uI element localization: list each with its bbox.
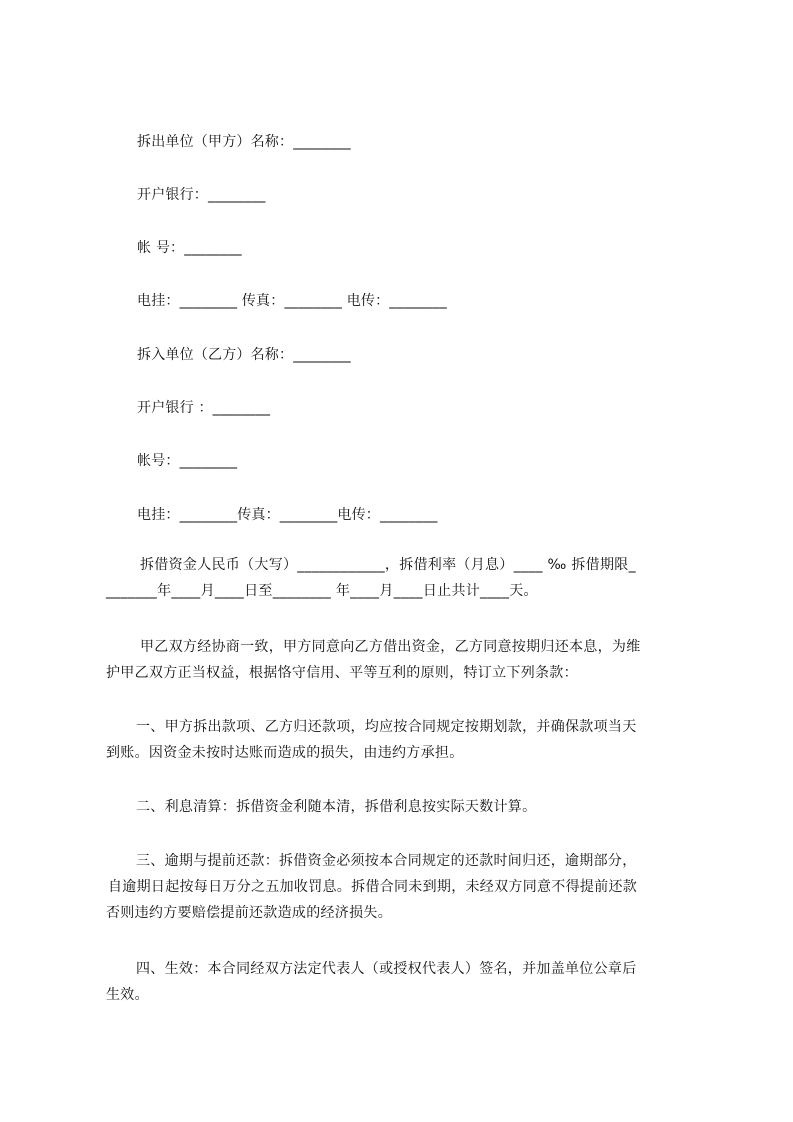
party-b-bank-line: 开户银行 ：________ <box>137 400 271 416</box>
clause-1-line-2: 到账。因资金未按时达账而造成的损失，由违约方承担。 <box>106 745 464 761</box>
party-a-contact-line: 电挂：________ 传真：________ 电传：________ <box>137 293 447 309</box>
preamble-line-1: 甲乙双方经协商一致，甲方同意向乙方借出资金，乙方同意按期归还本息，为维 <box>140 639 641 655</box>
clause-2 <box>106 794 536 820</box>
clause-3-line-2: 自逾期日起按每日万分之五加收罚息。拆借合同未到期，未经双方同意不得提前还款 <box>108 879 638 895</box>
clause-4 <box>106 956 637 1008</box>
preamble-line-2: 护甲乙双方正当权益，根据恪守信用、平等互利的原则，特订立下列条款： <box>106 665 578 681</box>
clause-3-line-1: 三、逾期与提前还款：拆借资金必须按本合同规定的还款时间归还，逾期部分， <box>136 853 637 869</box>
party-a-bank-line: 开户银行：________ <box>137 187 266 203</box>
party-b-name-line: 拆入单位（乙方）名称：________ <box>137 347 351 363</box>
clause-3-line-3: 否则违约方要赔偿提前还款造成的经济损失。 <box>106 905 392 921</box>
clause-1 <box>106 714 637 766</box>
loan-terms-line-2: _______年____月____日至________ 年____月____日止共计____天。 <box>106 583 538 599</box>
loan-terms-line-1: 拆借资金人民币（大写）____________，拆借利率（月息）____ ‰ 拆借期限_ <box>140 557 636 573</box>
clause-4-line-1: 四、生效：本合同经双方法定代表人（或授权代表人）签名，并加盖单位公章后 <box>136 961 637 977</box>
party-a-account-line: 帐 号：________ <box>137 240 242 256</box>
party-a-name-line: 拆出单位（甲方）名称：________ <box>137 134 351 150</box>
clause-3 <box>106 848 637 926</box>
party-b-account-line: 帐号：________ <box>137 453 238 469</box>
preamble <box>106 634 641 686</box>
party-b-contact-line: 电挂：________传真：________电传：________ <box>137 507 438 523</box>
clause-4-line-2: 生效。 <box>106 987 149 1003</box>
loan-terms <box>106 552 636 604</box>
clause-1-line-1: 一、甲方拆出款项、乙方归还款项，均应按合同规定按期划款，并确保款项当天 <box>136 719 637 735</box>
clause-2-line-1: 二、利息清算：拆借资金利随本清，拆借利息按实际天数计算。 <box>136 799 537 815</box>
